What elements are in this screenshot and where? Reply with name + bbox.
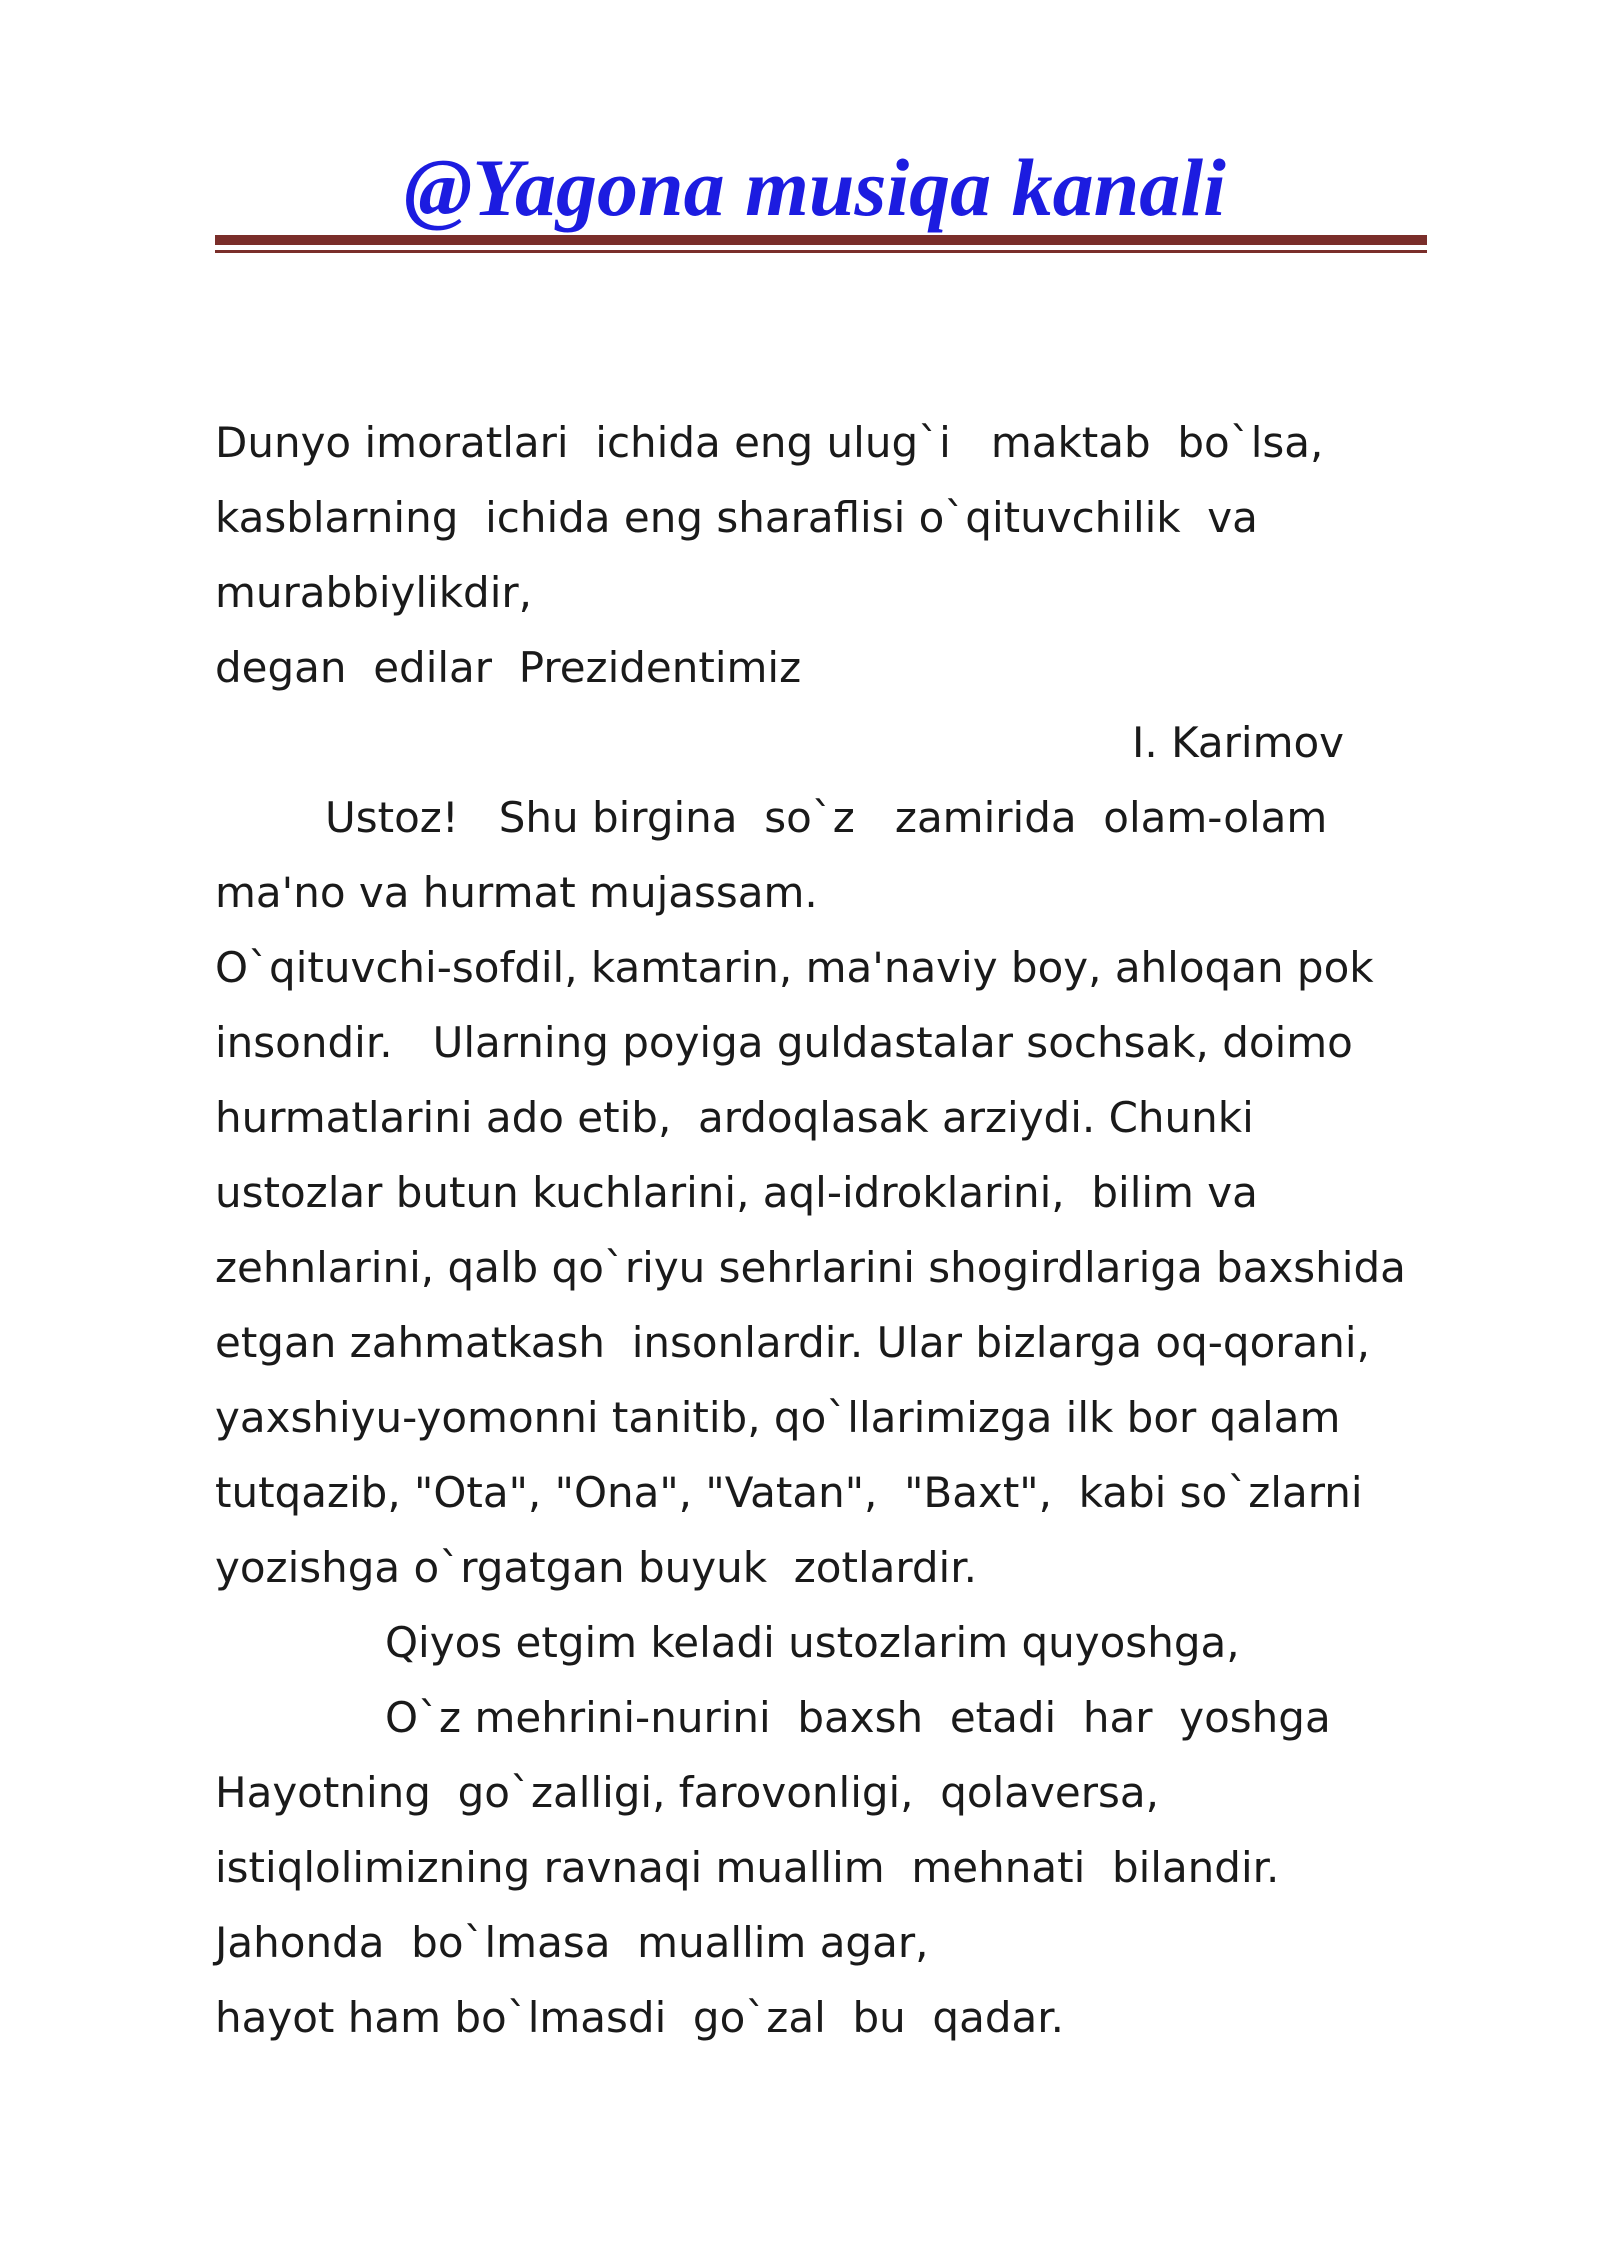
poem-line: Qiyos etgim keladi ustozlarim quyoshga, bbox=[385, 1618, 1240, 1667]
text-line: ma'no va hurmat mujassam. bbox=[215, 868, 818, 917]
text-line: Hayotning go`zalligi, farovonligi, qolaversa, bbox=[215, 1768, 1159, 1817]
text-line: Dunyo imoratlari ichida eng ulug`i maktab bo`lsa, bbox=[215, 418, 1324, 467]
text-line: Ustoz! Shu birgina so`z zamirida olam-olam bbox=[325, 793, 1328, 842]
header-rule-thick bbox=[215, 235, 1427, 245]
text-line: istiqlolimizning ravnaqi muallim mehnati bilandir. bbox=[215, 1843, 1280, 1892]
header-rule-thin bbox=[215, 250, 1427, 253]
poem-line: O`z mehrini-nurini baxsh etadi har yoshga bbox=[385, 1693, 1331, 1742]
body-text bbox=[215, 405, 1445, 2055]
text-line: hurmatlarini ado etib, ardoqlasak arziydi. Chunki bbox=[215, 1093, 1254, 1142]
text-line: insondir. Ularning poyiga guldastalar sochsak, doimo bbox=[215, 1018, 1353, 1067]
text-line: kasblarning ichida eng sharaflisi o`qituvchilik va bbox=[215, 493, 1258, 542]
text-line: tutqazib, "Ota", "Ona", "Vatan", "Baxt", kabi so`zlarni bbox=[215, 1468, 1363, 1517]
text-line: degan edilar Prezidentimiz bbox=[215, 643, 802, 692]
author-signature: I. Karimov bbox=[1132, 718, 1345, 767]
page-title: @Yagona musiqa kanali bbox=[404, 142, 1226, 233]
poem-line: hayot ham bo`lmasdi go`zal bu qadar. bbox=[215, 1993, 1064, 2042]
text-line: zehnlarini, qalb qo`riyu sehrlarini shogirdlariga baxshida bbox=[215, 1243, 1406, 1292]
poem-line: Jahonda bo`lmasa muallim agar, bbox=[215, 1918, 929, 1967]
text-line: etgan zahmatkash insonlardir. Ular bizlarga oq-qorani, bbox=[215, 1318, 1370, 1367]
text-line: murabbiylikdir, bbox=[215, 568, 532, 617]
text-line: yozishga o`rgatgan buyuk zotlardir. bbox=[215, 1543, 977, 1592]
text-line: O`qituvchi-sofdil, kamtarin, ma'naviy boy, ahloqan pok bbox=[215, 943, 1374, 992]
text-line: ustozlar butun kuchlarini, aql-idroklarini, bilim va bbox=[215, 1168, 1258, 1217]
text-line: yaxshiyu-yomonni tanitib, qo`llarimizga ilk bor qalam bbox=[215, 1393, 1341, 1442]
